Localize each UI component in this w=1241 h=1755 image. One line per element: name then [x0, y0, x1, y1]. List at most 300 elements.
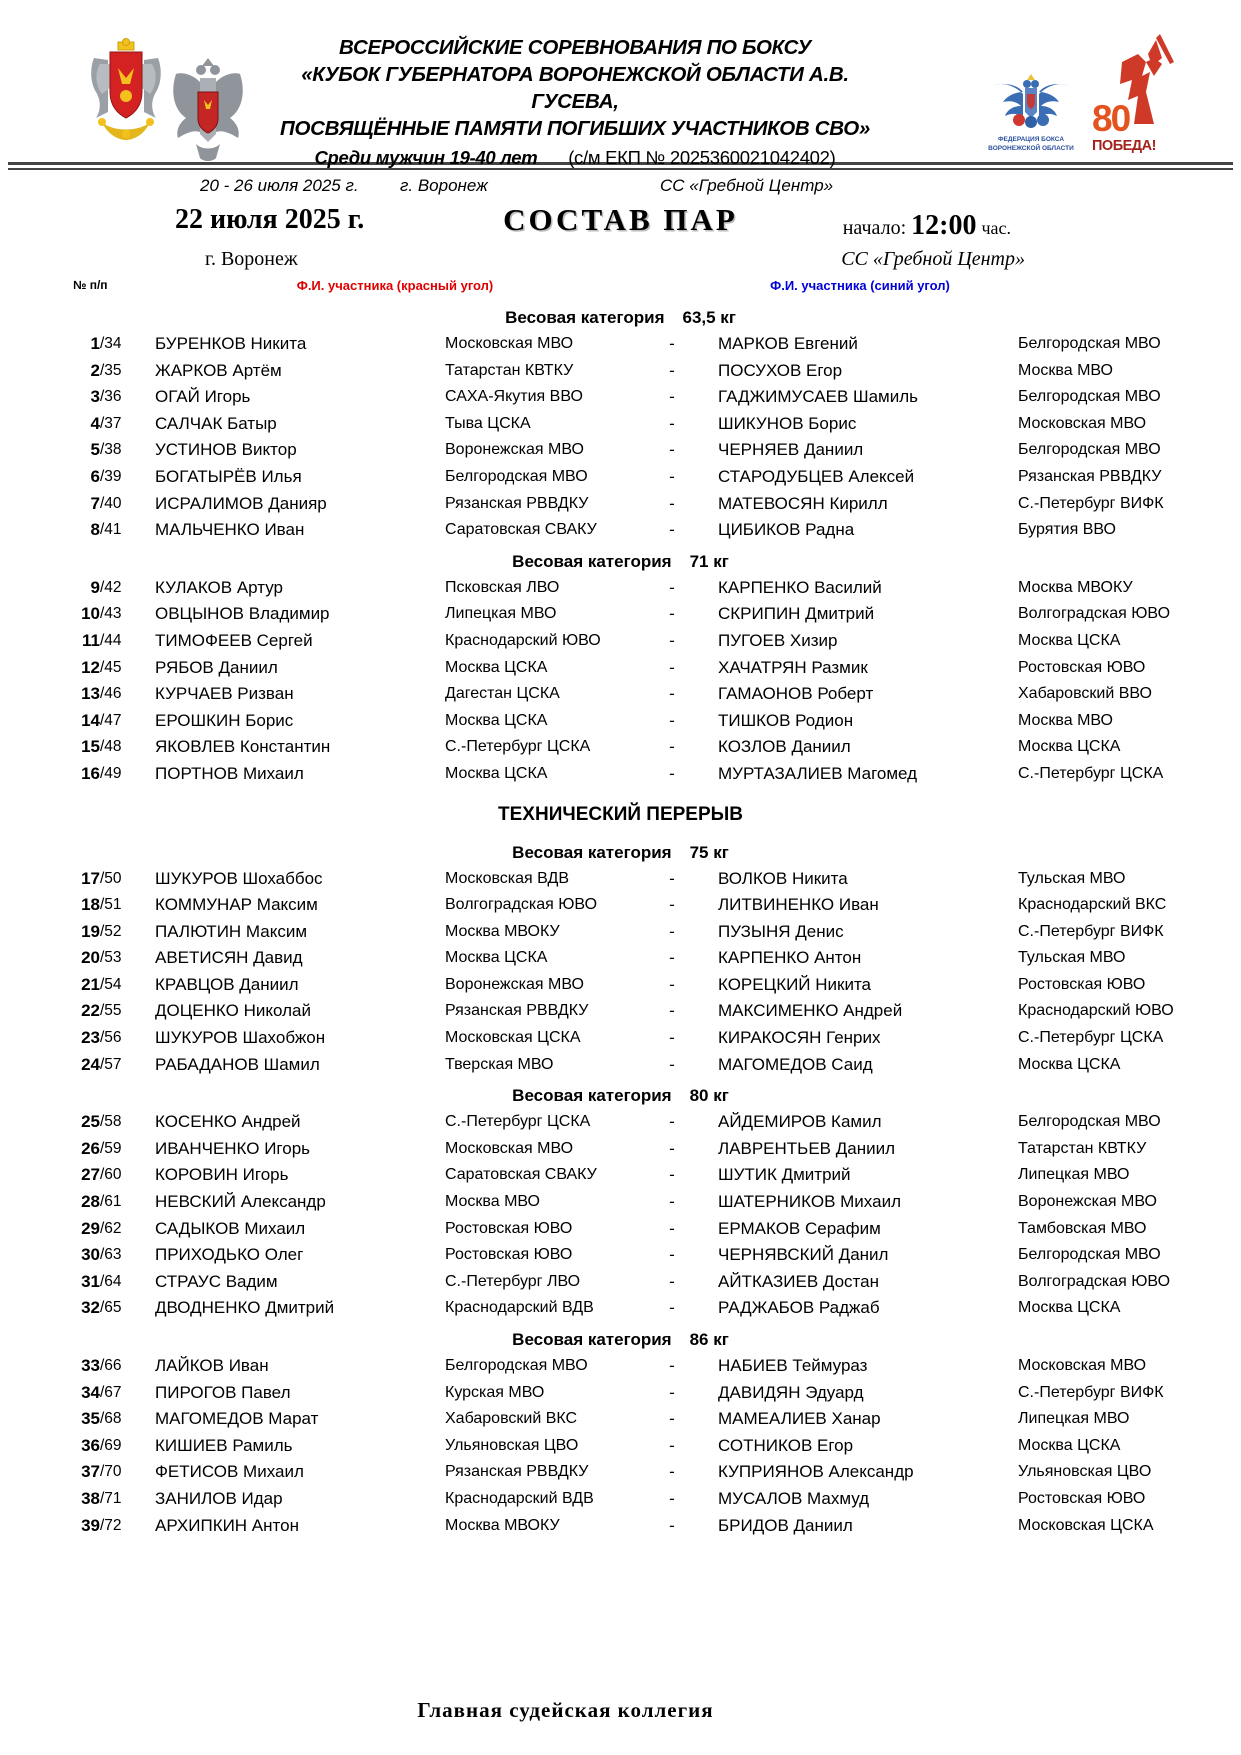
red-corner-name: ПАЛЮТИН Максим — [155, 921, 308, 941]
blue-corner-name: ЛИТВИНЕНКО Иван — [718, 895, 879, 915]
versus-dash: - — [669, 1298, 675, 1318]
red-corner-team: Дагестан ЦСКА — [445, 685, 560, 703]
blue-corner-name: МАТЕВОСЯН Кирилл — [718, 493, 888, 513]
blue-corner-team: С.-Петербург ВИФК — [1018, 922, 1164, 940]
blue-corner-team: Белгородская МВО — [1018, 441, 1161, 459]
blue-corner-name: ПУГОЕВ Хизир — [718, 630, 838, 650]
versus-dash: - — [669, 974, 675, 994]
red-corner-name: МАЛЬЧЕНКО Иван — [155, 520, 305, 540]
versus-dash: - — [669, 948, 675, 968]
document-header — [0, 0, 1241, 168]
versus-dash: - — [669, 1488, 675, 1508]
blue-corner-team: Белгородская МВО — [1018, 335, 1161, 352]
versus-dash: - — [669, 630, 675, 650]
column-header-red-corner: Ф.И. участника (красный угол) — [296, 278, 494, 293]
red-corner-name: СТРАУС Вадим — [155, 1271, 278, 1291]
title-line-4 — [280, 144, 870, 171]
versus-dash: - — [669, 737, 675, 757]
federation-caption-line2: ВОРОНЕЖСКОЙ ОБЛАСТИ — [988, 144, 1074, 152]
versus-dash: - — [669, 1112, 675, 1132]
blue-corner-team: Московская МВО — [1018, 1357, 1147, 1374]
event-dates-line — [0, 176, 1241, 202]
bout-number: 13 — [81, 684, 100, 704]
bout-number: 3 — [90, 387, 100, 407]
red-corner-name: ИВАНЧЕНКО Игорь — [155, 1138, 311, 1158]
pair-row — [0, 331, 1241, 358]
pair-code: /34 — [100, 335, 122, 352]
versus-dash: - — [669, 466, 675, 486]
federation-caption-line1: ФЕДЕРАЦИЯ БОКСА — [997, 136, 1065, 143]
versus-dash: - — [669, 1192, 675, 1212]
blue-corner-team: Москва МВО — [1018, 361, 1113, 379]
red-corner-team: Ульяновская ЦВО — [445, 1436, 579, 1454]
pair-code: /43 — [100, 605, 122, 623]
bout-number: 30 — [81, 1245, 100, 1265]
start-label: начало: — [842, 217, 907, 239]
blue-corner-name: СКРИПИН Дмитрий — [718, 604, 875, 624]
title-line-1: ВСЕРОССИЙСКИЕ СОРЕВНОВАНИЯ ПО БОКСУ — [339, 36, 811, 59]
bout-number: 11 — [82, 630, 100, 650]
bout-number: 35 — [81, 1409, 100, 1429]
pair-code: /62 — [100, 1219, 122, 1237]
pair-code: /36 — [100, 388, 122, 406]
red-corner-name: ТИМОФЕЕВ Сергей — [155, 630, 313, 650]
pair-code: /53 — [100, 949, 122, 967]
red-corner-team: Хабаровский ВКС — [445, 1410, 578, 1428]
bout-number: 19 — [81, 921, 100, 941]
military-eagle-emblem-icon — [168, 52, 248, 164]
blue-corner-team: С.-Петербург ВИФК — [1018, 1383, 1164, 1401]
pair-code: /47 — [100, 711, 122, 729]
red-corner-team: Курская МВО — [445, 1383, 545, 1401]
blue-corner-team: Москва ЦСКА — [1018, 1436, 1121, 1454]
bout-number: 4 — [90, 413, 100, 433]
start-suffix: час. — [981, 218, 1011, 238]
red-corner-team: Москва МВО — [445, 1193, 540, 1211]
red-corner-team: Москва МВОКУ — [445, 922, 560, 940]
red-corner-team: Волгоградская ЮВО — [445, 896, 598, 914]
red-corner-name: КРАВЦОВ Даниил — [155, 974, 299, 994]
pair-row — [0, 1109, 1241, 1136]
session-venue: СС «Гребной Центр» — [841, 248, 1025, 270]
red-corner-name: АРХИПКИН Антон — [155, 1515, 299, 1535]
pair-code: /41 — [100, 521, 122, 539]
red-corner-team: Рязанская РВВДКУ — [445, 494, 589, 512]
versus-dash: - — [669, 1271, 675, 1291]
title-line-2: «КУБОК ГУБЕРНАТОРА ВОРОНЕЖСКОЙ ОБЛАСТИ А.В. ГУСЕВА, — [301, 63, 849, 113]
voronezh-coat-of-arms-icon — [88, 38, 164, 142]
red-corner-name: ЕРОШКИН Борис — [155, 710, 294, 730]
pair-code: /72 — [100, 1516, 122, 1534]
blue-corner-name: КАРПЕНКО Антон — [718, 948, 862, 968]
red-corner-team: С.-Петербург ЦСКА — [445, 738, 591, 756]
red-corner-team: Краснодарский ВДВ — [445, 1299, 594, 1317]
blue-corner-name: ПУЗЫНЯ Денис — [718, 921, 844, 941]
blue-corner-team: Воронежская МВО — [1018, 1193, 1157, 1211]
pair-code: /37 — [100, 414, 122, 432]
red-corner-name: КИШИЕВ Рамиль — [155, 1435, 293, 1455]
red-corner-name: НЕВСКИЙ Александр — [155, 1192, 326, 1212]
versus-dash: - — [669, 520, 675, 540]
red-corner-team: Липецкая МВО — [445, 605, 557, 623]
pair-row — [0, 1242, 1241, 1269]
blue-corner-name: КОЗЛОВ Даниил — [718, 737, 851, 757]
red-corner-name: ДОЦЕНКО Николай — [155, 1001, 311, 1021]
pair-row — [0, 628, 1241, 655]
weight-category-label: Весовая категория — [505, 308, 665, 327]
blue-corner-name: МАМЕАЛИЕВ Ханар — [718, 1409, 881, 1429]
pair-code: /69 — [100, 1436, 122, 1454]
blue-corner-team: Липецкая МВО — [1018, 1166, 1130, 1184]
pair-code: /60 — [100, 1166, 122, 1184]
red-corner-team: Воронежская МВО — [445, 975, 584, 993]
victory-pobeda-text: ПОБЕДА! — [1092, 138, 1156, 154]
boxing-federation-logo — [988, 72, 1074, 152]
red-corner-name: КОММУНАР Максим — [155, 895, 318, 915]
bout-number: 29 — [81, 1218, 100, 1238]
pair-code: /68 — [100, 1410, 122, 1428]
pair-code: /63 — [100, 1246, 122, 1264]
blue-corner-name: БРИДОВ Даниил — [718, 1515, 853, 1535]
versus-dash: - — [669, 1138, 675, 1158]
blue-corner-name: ДАВИДЯН Эдуард — [718, 1382, 864, 1402]
versus-dash: - — [669, 1356, 675, 1375]
bout-number: 15 — [81, 737, 100, 757]
blue-corner-name: МАРКОВ Евгений — [718, 334, 858, 353]
red-corner-name: ОВЦЫНОВ Владимир — [155, 604, 330, 624]
bout-number: 33 — [81, 1356, 100, 1375]
pair-code: /45 — [100, 658, 122, 676]
pair-row — [0, 1025, 1241, 1052]
pair-row — [0, 1162, 1241, 1189]
pair-row — [0, 1269, 1241, 1296]
pair-row — [0, 575, 1241, 602]
document-title: СОСТАВ ПАР — [503, 202, 738, 237]
pair-code: /39 — [100, 467, 122, 485]
red-corner-team: Московская МВО — [445, 1139, 574, 1157]
red-corner-name: ДВОДНЕНКО Дмитрий — [155, 1298, 335, 1318]
blue-corner-team: Хабаровский ВВО — [1018, 685, 1152, 703]
bout-number: 18 — [81, 895, 100, 915]
weight-category-header — [0, 549, 1241, 575]
bout-number: 38 — [81, 1488, 100, 1508]
pair-row — [0, 655, 1241, 682]
pair-row — [0, 945, 1241, 972]
red-corner-team: Ростовская ЮВО — [445, 1219, 573, 1237]
victory-80-logo — [1092, 32, 1178, 154]
bout-number: 32 — [81, 1298, 100, 1318]
pair-row — [0, 1295, 1241, 1322]
column-header-blue-corner: Ф.И. участника (синий угол) — [770, 278, 950, 293]
blue-corner-team: Ростовская ЮВО — [1018, 975, 1146, 993]
versus-dash: - — [669, 1409, 675, 1429]
blue-corner-team: Москва МВОКУ — [1018, 578, 1133, 596]
versus-dash: - — [669, 1435, 675, 1455]
pair-code: /58 — [100, 1113, 122, 1131]
event-dates: 20 - 26 июля 2025 г. — [200, 176, 359, 195]
title-line-3: ПОСВЯЩЁННЫЕ ПАМЯТИ ПОГИБШИХ УЧАСТНИКОВ СВО» — [280, 117, 870, 140]
bout-number: 22 — [81, 1001, 100, 1021]
weight-category-value: 63,5 кг — [682, 308, 736, 327]
red-corner-team: Краснодарский ЮВО — [445, 631, 601, 649]
red-corner-team: Саратовская СВАКУ — [445, 1166, 597, 1184]
weight-category-label: Весовая категория — [512, 1086, 672, 1106]
event-city: г. Воронеж — [400, 176, 488, 195]
pair-row — [0, 384, 1241, 411]
red-corner-name: ОГАЙ Игорь — [155, 387, 251, 407]
weight-category-header — [0, 1083, 1241, 1109]
red-corner-team: С.-Петербург ЛВО — [445, 1272, 581, 1290]
red-corner-name: АВЕТИСЯН Давид — [155, 948, 303, 968]
weight-category-value: 80 кг — [689, 1086, 729, 1106]
blue-corner-team: С.-Петербург ВИФК — [1018, 494, 1164, 512]
red-corner-name: ЗАНИЛОВ Идар — [155, 1488, 283, 1508]
pair-code: /46 — [100, 685, 122, 703]
bout-number: 26 — [81, 1138, 100, 1158]
red-corner-name: КОСЕНКО Андрей — [155, 1112, 301, 1132]
blue-corner-name: ЦИБИКОВ Радна — [718, 520, 855, 540]
blue-corner-team: Белгородская МВО — [1018, 1246, 1161, 1264]
blue-corner-name: ШИКУНОВ Борис — [718, 413, 857, 433]
bout-number: 5 — [90, 440, 100, 460]
bout-number: 27 — [81, 1165, 100, 1185]
bout-number: 14 — [81, 710, 100, 730]
versus-dash: - — [669, 684, 675, 704]
pair-code: /51 — [100, 896, 122, 914]
blue-corner-name: ШАТЕРНИКОВ Михаил — [718, 1192, 901, 1212]
blue-corner-name: ГАМАОНОВ Роберт — [718, 684, 874, 704]
blue-corner-team: Краснодарский ЮВО — [1018, 1002, 1174, 1020]
technical-break-label: ТЕХНИЧЕСКИЙ ПЕРЕРЫВ — [498, 803, 743, 825]
versus-dash: - — [669, 1028, 675, 1048]
pair-code: /64 — [100, 1272, 122, 1290]
session-header-line — [0, 202, 1241, 248]
blue-corner-team: Краснодарский ВКС — [1018, 896, 1167, 914]
pair-row — [0, 1486, 1241, 1513]
blue-corner-team: Москва МВО — [1018, 711, 1113, 729]
pair-code: /61 — [100, 1193, 122, 1211]
column-header-number: № п/п — [73, 278, 108, 292]
pair-row — [0, 681, 1241, 708]
session-location-line — [0, 248, 1241, 278]
pair-row — [0, 1380, 1241, 1407]
bout-number: 34 — [81, 1382, 100, 1402]
blue-corner-team: Волгоградская ЮВО — [1018, 605, 1171, 623]
pair-code: /71 — [100, 1489, 122, 1507]
blue-corner-team: Московская МВО — [1018, 414, 1147, 432]
pair-row — [0, 1406, 1241, 1433]
pair-row — [0, 1052, 1241, 1079]
pairs-list — [0, 305, 1241, 1539]
pair-code: /70 — [100, 1463, 122, 1481]
blue-corner-team: С.-Петербург ЦСКА — [1018, 764, 1164, 782]
red-corner-team: Татарстан КВТКУ — [445, 361, 574, 379]
table-column-headers — [0, 278, 1241, 300]
red-corner-team: Воронежская МВО — [445, 441, 584, 459]
blue-corner-name: АЙТКАЗИЕВ Достан — [718, 1271, 879, 1291]
bout-number: 7 — [90, 493, 100, 513]
red-corner-team: САХА-Якутия ВВО — [445, 388, 583, 406]
pair-code: /57 — [100, 1055, 122, 1073]
red-corner-team: Белгородская МВО — [445, 1357, 588, 1374]
blue-corner-team: Тульская МВО — [1018, 949, 1126, 967]
pair-row — [0, 998, 1241, 1025]
blue-corner-name: ХАЧАТРЯН Размик — [718, 657, 868, 677]
red-corner-name: БОГАТЫРЁВ Илья — [155, 466, 302, 486]
red-corner-team: Саратовская СВАКУ — [445, 521, 597, 539]
blue-corner-team: Москва ЦСКА — [1018, 738, 1121, 756]
versus-dash: - — [669, 1382, 675, 1402]
red-corner-name: РЯБОВ Даниил — [155, 657, 278, 677]
pair-code: /65 — [100, 1299, 122, 1317]
versus-dash: - — [669, 577, 675, 597]
blue-corner-team: Москва ЦСКА — [1018, 1299, 1121, 1317]
blue-corner-name: МУСАЛОВ Махмуд — [718, 1488, 870, 1508]
bout-number: 1 — [90, 334, 100, 353]
red-corner-team: Ростовская ЮВО — [445, 1246, 573, 1264]
weight-category-value: 71 кг — [689, 551, 729, 571]
pair-code: /55 — [100, 1002, 122, 1020]
session-date: 22 июля 2025 г. — [175, 204, 365, 235]
bout-number: 23 — [81, 1028, 100, 1048]
versus-dash: - — [669, 895, 675, 915]
bout-number: 6 — [90, 466, 100, 486]
versus-dash: - — [669, 493, 675, 513]
pair-row — [0, 1189, 1241, 1216]
pair-code: /44 — [100, 631, 122, 649]
red-corner-name: МАГОМЕДОВ Марат — [155, 1409, 319, 1429]
versus-dash: - — [669, 1218, 675, 1238]
red-corner-name: ШУКУРОВ Шахобжон — [155, 1028, 326, 1048]
ekp-number: (с/м ЕКП № 2025360021042402) — [568, 147, 836, 168]
pair-code: /42 — [100, 578, 122, 596]
blue-corner-name: СТАРОДУБЦЕВ Алексей — [718, 466, 915, 486]
event-title-block — [280, 34, 870, 171]
red-corner-team: Рязанская РВВДКУ — [445, 1463, 589, 1481]
versus-dash: - — [669, 921, 675, 941]
blue-corner-team: Ростовская ЮВО — [1018, 658, 1146, 676]
pair-row — [0, 919, 1241, 946]
pair-row — [0, 358, 1241, 385]
bout-number: 31 — [81, 1271, 100, 1291]
blue-corner-name: ЧЕРНЯЕВ Даниил — [718, 440, 864, 460]
weight-category-value: 75 кг — [689, 842, 729, 862]
event-venue: СС «Гребной Центр» — [660, 176, 834, 195]
pair-code: /54 — [100, 975, 122, 993]
federation-eagle-icon — [989, 72, 1073, 130]
versus-dash: - — [669, 360, 675, 380]
red-corner-team: Московская ВДВ — [445, 869, 569, 887]
blue-corner-name: РАДЖАБОВ Раджаб — [718, 1298, 880, 1318]
red-corner-name: БУРЕНКОВ Никита — [155, 334, 307, 353]
blue-corner-team: Бурятия ВВО — [1018, 521, 1116, 539]
red-corner-team: Псковская ЛВО — [445, 578, 560, 596]
versus-dash: - — [669, 334, 675, 353]
blue-corner-name: ЧЕРНЯВСКИЙ Данил — [718, 1245, 889, 1265]
pair-row — [0, 1353, 1241, 1380]
pair-code: /35 — [100, 361, 122, 379]
blue-corner-name: МАКСИМЕНКО Андрей — [718, 1001, 903, 1021]
red-corner-name: ФЕТИСОВ Михаил — [155, 1462, 304, 1482]
red-corner-team: Белгородская МВО — [445, 467, 588, 485]
red-corner-name: УСТИНОВ Виктор — [155, 440, 297, 460]
red-corner-name: ПИРОГОВ Павел — [155, 1382, 291, 1402]
pair-row — [0, 437, 1241, 464]
weight-category-header — [0, 1327, 1241, 1353]
weight-category-label: Весовая категория — [512, 1330, 672, 1349]
versus-dash: - — [669, 387, 675, 407]
pair-row — [0, 761, 1241, 788]
bout-number: 20 — [81, 948, 100, 968]
bout-number: 12 — [81, 657, 100, 677]
versus-dash: - — [669, 1165, 675, 1185]
red-corner-name: ИСРАЛИМОВ Данияр — [155, 493, 327, 513]
bout-number: 9 — [90, 577, 100, 597]
start-time: 12:00 — [911, 210, 977, 241]
pair-code: /40 — [100, 494, 122, 512]
red-corner-name: ШУКУРОВ Шохаббос — [155, 868, 323, 888]
red-corner-name: КОРОВИН Игорь — [155, 1165, 289, 1185]
red-corner-team: Москва ЦСКА — [445, 764, 548, 782]
start-time-block — [843, 210, 1011, 242]
blue-corner-name: МУРТАЗАЛИЕВ Магомед — [718, 763, 918, 783]
red-corner-team: Москва ЦСКА — [445, 949, 548, 967]
blue-corner-team: Белгородская МВО — [1018, 1113, 1161, 1131]
blue-corner-name: МАГОМЕДОВ Саид — [718, 1054, 873, 1074]
red-corner-name: САЛЧАК Батыр — [155, 413, 277, 433]
versus-dash: - — [669, 710, 675, 730]
blue-corner-team: Липецкая МВО — [1018, 1410, 1130, 1428]
pair-row — [0, 601, 1241, 628]
pair-code: /38 — [100, 441, 122, 459]
pair-row — [0, 1513, 1241, 1540]
weight-category-label: Весовая категория — [512, 551, 672, 571]
bout-number: 16 — [81, 763, 100, 783]
bout-number: 10 — [81, 604, 100, 624]
red-corner-name: КУЛАКОВ Артур — [155, 577, 283, 597]
weight-category-header — [0, 840, 1241, 866]
blue-corner-team: Ульяновская ЦВО — [1018, 1463, 1152, 1481]
pair-row — [0, 1136, 1241, 1163]
blue-corner-team: Татарстан КВТКУ — [1018, 1139, 1147, 1157]
blue-corner-team: Тульская МВО — [1018, 869, 1126, 887]
blue-corner-team: Белгородская МВО — [1018, 388, 1161, 406]
blue-corner-name: НАБИЕВ Теймураз — [718, 1356, 868, 1375]
blue-corner-team: Тамбовская МВО — [1018, 1219, 1147, 1237]
red-corner-team: Московская ЦСКА — [445, 1029, 581, 1047]
pair-code: /52 — [100, 922, 122, 940]
versus-dash: - — [669, 1515, 675, 1535]
blue-corner-name: ЛАВРЕНТЬЕВ Даниил — [718, 1138, 895, 1158]
blue-corner-team: Волгоградская ЮВО — [1018, 1272, 1171, 1290]
red-corner-team: Москва ЦСКА — [445, 711, 548, 729]
pair-row — [0, 517, 1241, 544]
red-corner-name: ЛАЙКОВ Иван — [155, 1356, 269, 1375]
pair-row — [0, 1459, 1241, 1486]
blue-corner-name: ВОЛКОВ Никита — [718, 868, 848, 888]
bout-number: 8 — [90, 520, 100, 540]
pair-row — [0, 1216, 1241, 1243]
bout-number: 28 — [81, 1192, 100, 1212]
pair-row — [0, 1433, 1241, 1460]
versus-dash: - — [669, 868, 675, 888]
pair-row — [0, 734, 1241, 761]
blue-corner-name: ШУТИК Дмитрий — [718, 1165, 851, 1185]
red-corner-name: ЯКОВЛЕВ Константин — [155, 737, 331, 757]
bout-number: 17 — [81, 868, 100, 888]
blue-corner-name: ПОСУХОВ Егор — [718, 360, 843, 380]
blue-corner-team: Московская ЦСКА — [1018, 1516, 1154, 1534]
